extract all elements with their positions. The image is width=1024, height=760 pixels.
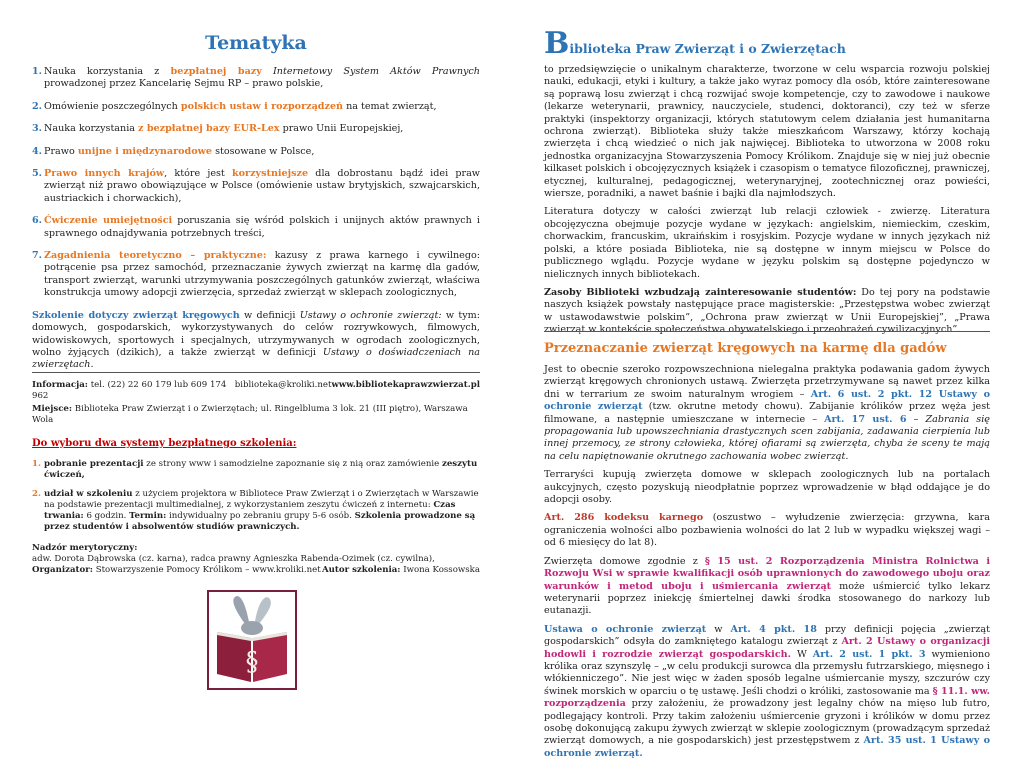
list-item: 3. Nauka korzystania z bezpłatnej bazy EUR-Lex prawo Unii Europejskiej, [32, 123, 404, 135]
list-item: 7. Zagadnienia teoretyczno – praktyczne: kazusy z prawa karnego i cywilnego: potrącenie psa przez samochód, przeznaczanie żywych zwierząt na karmę dla gadów, transport zwierząt, warunki utrzymywania poszczególnych gatunków zwierząt, właściwa konstrukcja umowy adopcji zwierzęcia, sprzedaż zwierząt w sklepach zoologicznych, [32, 250, 480, 299]
feeding-section: Jest to obecnie szeroko rozpowszechniona nielegalna praktyka podawania gadom żywych zwierząt kręgowych chronionych ustawą. Zwierzęta przetrzymywane są nawet przez kilka dni w terrarium ze swoim naturalnym wrogiem – Art. 6 ust. 2 pkt. 12 Ustawy o ochronie zwierząt (tzw. okrutne metody chowu). Zabijanie królików przez węża jest filmowane, a następnie umieszczane w internecie – Art. 17 ust. 6 – Zabrania się propagowania lub upowszechniania drastycznych scen zabijania, zadawania cierpienia lub innej przemocy, ze strony człowieka, której ofiarami są zwierzęta, chyba że sceny te mają na celu napiętnowanie okrutnego zachowania wobec zwierząt. Terraryści kupują zwierzęta domowe w sklepach zoologicznych lub na portalach aukcyjnych, często pozyskują nieodpłatnie poprzez wprowadzenie w błąd oddające je do adopcji osoby. Art. 286 kodeksu karnego (oszustwo – wyłudzenie zwierzęcia: grzywna, kara ograniczenia wolności albo pozbawienia wolności do lat 2 lub w wypadku większej wagi – od 6 miesięcy do lat 8). Zwierzęta domowe zgodnie z § 15 ust. 2 Rozporządzenia Ministra Rolnictwa i Rozwoju Wsi w sprawie kwalifikacji osób uprawnionych do zawodowego uboju oraz warunków i metod uboju i uśmiercania zwierząt może uśmiercić tylko lekarz weterynarii poprzez iniekcję śmiertelnej dawki środka stosowanego do narkozy lub eutanazji. Ustawa o ochronie zwierząt w Art. 4 pkt. 18 przy definicji pojęcia „zwierząt gospodarskich” odsyła do zamkniętego katalogu zwierząt z Art. 2 Ustawy o organizacji hodowli i rozrodzie zwierząt gospodarskich. W Art. 2 ust. 1 pkt. 3 wymieniono królika oraz szynszylę – „w celu produkcji surowca dla przemysłu futrzarskiego, mięsnego i włókienniczego”. Nie jest więc w żaden sposób legalne uśmiercanie myszy, szczurów czy świnek morskich w oparciu o tę ustawę. Jeśli chodzi o króliki, zastosowanie ma § 11.1. ww. rozporządzenia przy założeniu, że prowadzony jest legalny chów na mięso lub futro, podlegający kontroli. Przy takim założeniu uśmiercenie gryzoni i królików w domu przez osobę dokonującą zakupu żywych zwierząt w sklepie zoologicznym (prowadzącym sprzedaż zwierząt domowych, a nie gospodarskich) jest przestępstwem z Art. 35 ust. 1 Ustawy o ochronie zwierząt. [544, 364, 991, 759]
library-title: Biblioteka Praw Zwierząt i o Zwierzętach [544, 26, 846, 61]
email-link[interactable]: biblioteka@kroliki.net [234, 380, 332, 390]
topics-list [32, 66, 480, 372]
divider [544, 331, 990, 332]
divider [32, 372, 480, 373]
item-number: 1. [32, 66, 43, 77]
rabbit-book-icon [207, 590, 297, 690]
contact-info: Informacja: tel. (22) 22 60 179 lub 609 174 962 biblioteka@kroliki.net www.bibliotekaprawzwierzat.pl Miejsce: Biblioteka Praw Zwierząt i o Zwierzętach; ul. Ringelbluma 3 lok. 21 (III piętro), Warszawa Wola Do wyboru dwa systemy bezpłatnego szkolenia: 1. pobranie prezentacji ze strony www i samodzielne zapoznanie się z nią oraz zamówienie zeszytu ćwiczeń, 2. udział w szkoleniu z użyciem projektora w Bibliotece Praw Zwierząt i o Zwierzętach w Warszawie na podstawie prezentacji multimedialnej, z wykorzystaniem zeszytu ćwiczeń z internetu: Czas trwania: 6 godzin. Termin: indywidualny po zebraniu grupy 5-6 osób. Szkolenia prowadzone są przez studentów i absolwentów studiów prawniczych. Nadzór merytoryczny: adw. Dorota Dąbrowska (cz. karna), radca prawny Agnieszka Rabenda-Ozimek (cz. cywilna), Organizator: Stowarzyszenie Pomocy Królikom – www.kroliki.net Autor szkolenia: Iwona Kossowska [32, 380, 480, 575]
list-item: 4. Prawo unijne i międzynarodowe stosowane w Polsce, [32, 145, 315, 157]
list-item: 6. Ćwiczenie umiejętności poruszania się wśród polskich i unijnych aktów prawnych i sprawnego odnajdywania potrzebnych treści, [32, 215, 480, 239]
page-title: Tematyka [205, 32, 307, 54]
svg-text:§: § [245, 647, 259, 677]
list-item: 2. Omówienie poszczególnych polskich ustaw i rozporządzeń na temat zwierząt, [32, 100, 437, 112]
section-heading: Przeznaczanie zwierząt kręgowych na karmę dla gadów [544, 341, 947, 356]
website-link[interactable]: www.bibliotekaprawzwierzat.pl [331, 380, 480, 390]
library-description: to przedsięwzięcie o unikalnym charakterze, tworzone w celu wsparcia rozwoju polskiej nauki, edukacji, etyki i kultury, a także jako wyraz pomocy dla osób, które zainteresowane są poprawą losu zwierząt i chcą rozwijać swoje kompetencje, czy to zawodowe i naukowe (lekarze weterynarii, prawnicy, nauczyciele, studenci, doktoranci), czy też w sferze praktyki (inspektorzy organizacji, których statutowym celem działania jest humanitarna ochrona zwierząt). Biblioteka służy także mieszkańcom Warszawy, którzy kochają zwierzęta i chcą wiedzieć o nich jak najwięcej. Biblioteka to utworzona w 2008 roku jednostka organizacyjna Stowarzyszenia Pomocy Królikom. Znajduje się w niej już obecnie kilkaset polskich i obcojęzycznych książek i czasopism o tematyce filozoficznej, prawniczej, etycznej, kulturalnej, pedagogicznej, weterynaryjnej, zootechnicznej oraz powieści, wiersze, poradniki, a nawet baśnie i bajki dla najmłodszych. Literatura dotyczy w całości zwierząt lub relacji człowiek - zwierzę. Literatura obcojęzyczna obejmuje pozycje wydane w językach: angielskim, niemieckim, czeskim, chorwackim, francuskim, ukraińskim i rosyjskim. Pozycje wydane w innych językach niż polski, a które posiada Biblioteka, nie są dostępne w innym miejscu w Polsce do publicznego wglądu. Pozycje wydane w języku polskim są dostępne pojedynczo w nielicznych innych bibliotekach. Zasoby Biblioteki wzbudzają zainteresowanie studentów: Do tej pory na podstawie naszych książek powstały następujące prace magisterskie: „Przestępstwa wobec zwierząt w ustawodawstwie polskim”, „Ochrona praw zwierząt w Unii Europejskiej”, „Prawa zwierząt w kontekście społeczeństwa obywatelskiego i przeobrażeń cywilizacyjnych”. [544, 64, 990, 336]
option-item: 1. pobranie prezentacji ze strony www i samodzielne zapoznanie się z nią oraz zamówienie zeszytu ćwiczeń, [32, 459, 478, 480]
list-item: 1. Nauka korzystania z bezpłatnej bazy Internetowy System Aktów Prawnych prowadzonej przez Kancelarię Sejmu RP – prawo polskie, [32, 66, 480, 90]
options-heading: Do wyboru dwa systemy bezpłatnego szkolenia: [32, 438, 297, 449]
szkolenie-paragraph: Szkolenie dotyczy zwierząt kręgowych w definicji Ustawy o ochronie zwierząt: w tym: domowych, gospodarskich, wykorzystywanych do celów rozrywkowych, filmowych, widowiskowych, sportowych i specjalnych, utrzymywanych w ogrodach zoologicznych, wolno żyjących (dzikich), a także zwierząt w definicji Ustawy o doświadczeniach na zwierzętach. [32, 309, 481, 371]
list-item: 5. Prawo innych krajów, które jest korzystniejsze dla dobrostanu bądź idei praw zwierząt niż prawo obowiązujące w Polsce (omówienie ustaw brytyjskich, szwajcarskich, austriackich i chorwackich), [32, 168, 480, 204]
option-item: 2. udział w szkoleniu z użyciem projektora w Bibliotece Praw Zwierząt i o Zwierzętach w Warszawie na podstawie prezentacji multimedialnej, z wykorzystaniem zeszytu ćwiczeń z internetu: Czas trwania: 6 godzin. Termin: indywidualny po zebraniu grupy 5-6 osób. Szkolenia prowadzone są przez studentów i absolwentów studiów prawniczych. [32, 489, 479, 532]
library-logo [207, 590, 297, 690]
